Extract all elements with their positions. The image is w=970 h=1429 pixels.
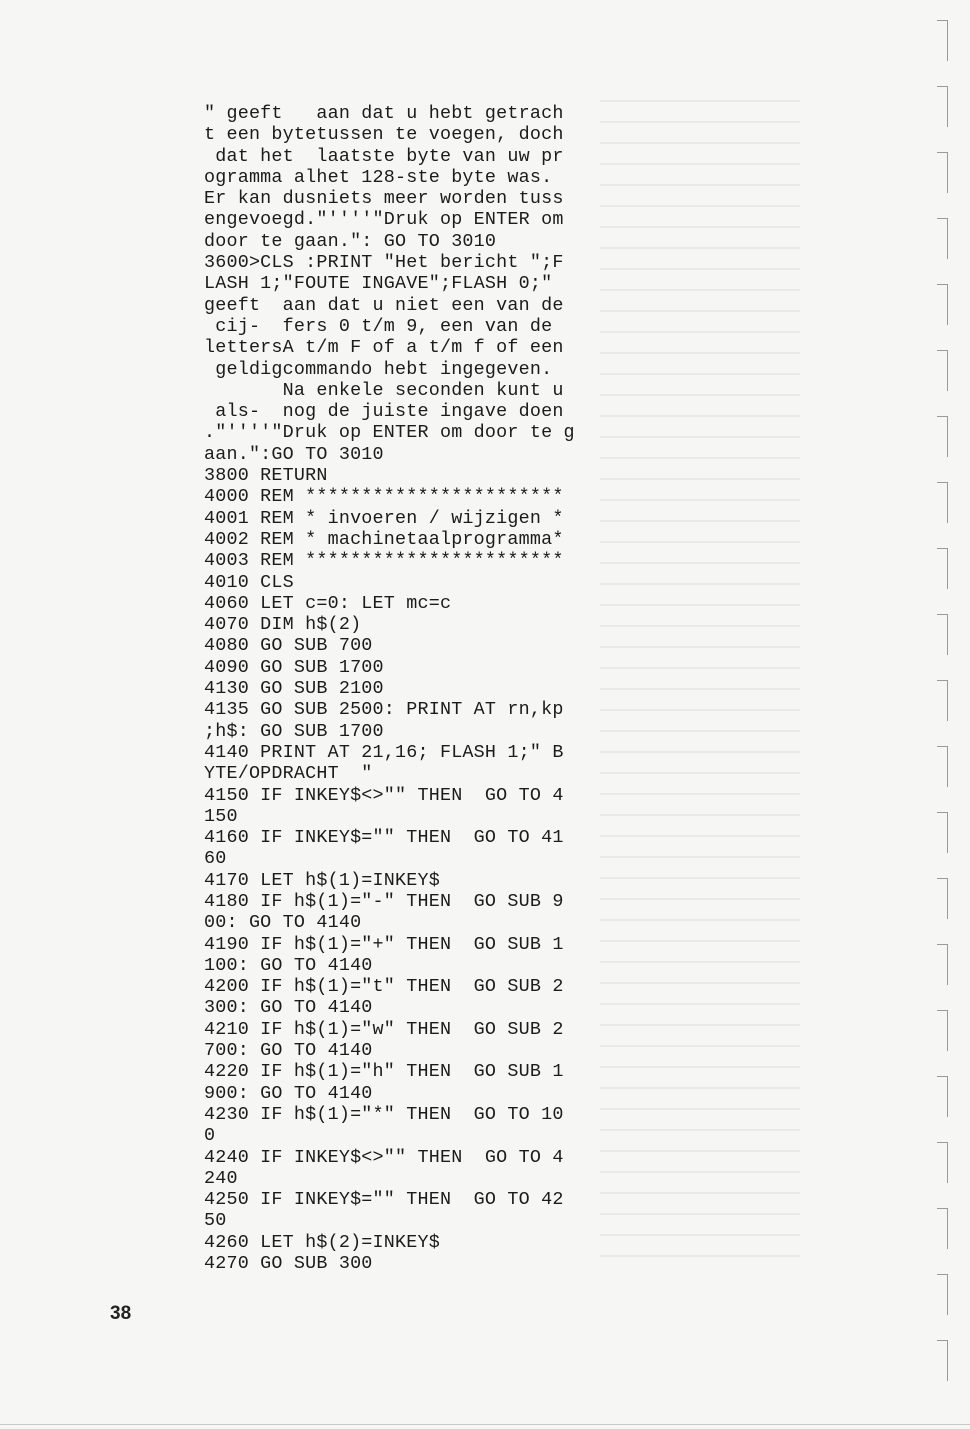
listing-line: 4000 REM ***********************: [204, 486, 564, 508]
tab-mark: [937, 680, 948, 721]
tab-mark: [937, 86, 948, 127]
tab-mark: [937, 878, 948, 919]
listing-line: " geeft aan dat u hebt getrach: [204, 103, 564, 124]
tab-mark: [937, 20, 948, 61]
listing-line: 4150 IF INKEY$<>"" THEN GO TO 4: [204, 784, 564, 806]
basic-program-listing: [204, 103, 624, 1274]
page-number: 38: [110, 1303, 132, 1324]
listing-line: 4240 IF INKEY$<>"" THEN GO TO 4: [204, 1146, 564, 1168]
listing-line: 4070 DIM h$(2): [204, 614, 362, 636]
listing-line: 0: [204, 1125, 216, 1147]
tab-mark: [937, 482, 948, 523]
listing-line: 700: GO TO 4140: [204, 1040, 373, 1062]
listing-line: 50: [204, 1210, 227, 1232]
listing-line: 4270 GO SUB 300: [204, 1253, 373, 1275]
tab-mark: [937, 1076, 948, 1117]
tab-mark: [937, 1274, 948, 1315]
listing-line: ."''''"Druk op ENTER om door te g: [204, 422, 575, 444]
listing-line: dat het laatste byte van uw pr: [204, 145, 564, 167]
listing-line: 4220 IF h$(1)="h" THEN GO SUB 1: [204, 1061, 564, 1083]
page-bottom-edge: [0, 1424, 970, 1425]
listing-line: 4002 REM * machinetaalprogramma*: [204, 528, 564, 550]
listing-line: 4130 GO SUB 2100: [204, 678, 384, 700]
tab-mark: [937, 284, 948, 325]
listing-line: 4080 GO SUB 700: [204, 635, 373, 657]
listing-line: cij- fers 0 t/m 9, een van de: [204, 315, 553, 337]
listing-line: 4140 PRINT AT 21,16; FLASH 1;" B: [204, 741, 564, 763]
tab-mark: [937, 1208, 948, 1249]
listing-line: 4135 GO SUB 2500: PRINT AT rn,kp: [204, 699, 564, 721]
listing-line: 4190 IF h$(1)="+" THEN GO SUB 1: [204, 933, 564, 955]
listing-line: 4160 IF INKEY$="" THEN GO TO 41: [204, 827, 564, 849]
tab-mark: [937, 812, 948, 853]
listing-line: 4250 IF INKEY$="" THEN GO TO 42: [204, 1189, 564, 1211]
tab-mark: [937, 944, 948, 985]
tab-mark: [937, 1340, 948, 1381]
listing-line: 3600>CLS :PRINT "Het bericht ";F: [204, 252, 564, 274]
tab-mark: [937, 218, 948, 259]
listing-line: geeft aan dat u niet een van de: [204, 294, 564, 316]
listing-line: 4090 GO SUB 1700: [204, 656, 384, 678]
listing-line: 4260 LET h$(2)=INKEY$: [204, 1231, 440, 1253]
listing-line: 3800 RETURN: [204, 465, 328, 487]
listing-line: 150: [204, 805, 238, 827]
tab-mark: [937, 746, 948, 787]
listing-line: 100: GO TO 4140: [204, 954, 373, 976]
tab-mark: [937, 1010, 948, 1051]
listing-line: YTE/OPDRACHT ": [204, 763, 373, 785]
listing-line: engevoegd."''''"Druk op ENTER om: [204, 209, 564, 231]
listing-line: t een bytetussen te voegen, doch: [204, 124, 564, 146]
listing-line: Er kan dusniets meer worden tuss: [204, 188, 564, 210]
listing-line: lettersA t/m F of a t/m f of een: [204, 337, 564, 359]
listing-line: 4010 CLS: [204, 571, 294, 593]
listing-line: ;h$: GO SUB 1700: [204, 720, 384, 742]
listing-line: door te gaan.": GO TO 3010: [204, 230, 497, 252]
tab-mark: [937, 350, 948, 391]
listing-line: 300: GO TO 4140: [204, 997, 373, 1019]
tab-mark: [937, 416, 948, 457]
listing-line: geldigcommando hebt ingegeven.: [204, 358, 553, 380]
listing-line: aan.":GO TO 3010: [204, 443, 384, 465]
listing-line: 900: GO TO 4140: [204, 1082, 373, 1104]
listing-line: 4060 LET c=0: LET mc=c: [204, 592, 452, 614]
listing-line: 4003 REM ***********************: [204, 550, 564, 572]
listing-line: ogramma alhet 128-ste byte was.: [204, 166, 553, 188]
listing-line: als- nog de juiste ingave doen: [204, 401, 564, 423]
tab-mark: [937, 548, 948, 589]
tab-mark: [937, 614, 948, 655]
listing-line: 240: [204, 1167, 238, 1189]
listing-line: 4230 IF h$(1)="*" THEN GO TO 10: [204, 1103, 564, 1125]
tab-mark: [937, 1142, 948, 1183]
index-tab-marks: [934, 20, 948, 1400]
show-through-text: [600, 100, 800, 1270]
listing-line: 4001 REM * invoeren / wijzigen *: [204, 507, 564, 529]
listing-line: LASH 1;"FOUTE INGAVE";FLASH 0;": [204, 273, 553, 295]
listing-line: Na enkele seconden kunt u: [204, 379, 564, 401]
listing-line: 00: GO TO 4140: [204, 912, 362, 934]
listing-line: 4170 LET h$(1)=INKEY$: [204, 869, 440, 891]
listing-line: 4180 IF h$(1)="-" THEN GO SUB 9: [204, 890, 564, 912]
listing-line: 4210 IF h$(1)="w" THEN GO SUB 2: [204, 1018, 564, 1040]
tab-mark: [937, 152, 948, 193]
listing-line: 60: [204, 848, 227, 870]
listing-line: 4200 IF h$(1)="t" THEN GO SUB 2: [204, 976, 564, 998]
